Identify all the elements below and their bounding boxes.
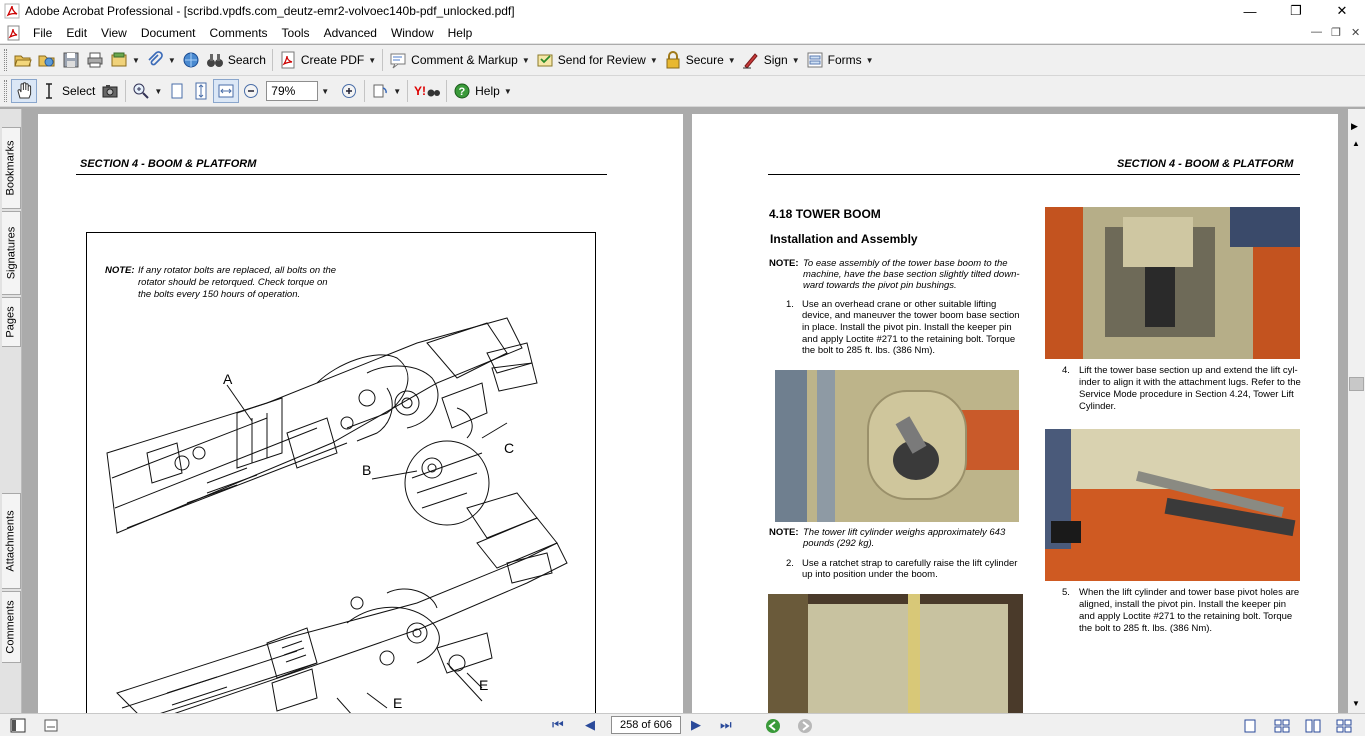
note2-label: NOTE: <box>769 527 799 538</box>
tab-bookmarks-label: Bookmarks <box>5 140 17 196</box>
secure-label: Secure <box>685 53 724 67</box>
fit-width-icon <box>217 82 235 100</box>
chevron-down-icon: ▼ <box>154 86 163 96</box>
plus-circle-icon <box>340 82 358 100</box>
fit-page-icon <box>192 82 210 100</box>
left-note-line-1: If any rotator bolts are replaced, all bolts on the <box>138 265 337 276</box>
menu-document[interactable]: Document <box>140 25 196 40</box>
comment-markup-icon <box>389 51 407 69</box>
step5-line-1: When the lift cylinder and tower base pivot holes are <box>1079 587 1300 598</box>
tab-signatures[interactable] <box>2 211 21 295</box>
file-toolbar <box>0 45 1365 76</box>
step5-number: 5. <box>1062 587 1070 598</box>
sign-label: Sign <box>763 53 788 67</box>
next-page-icon[interactable]: ▶ <box>691 717 701 732</box>
step1-line-3: in place. Install the pivot pin. Install the keeper pin <box>802 322 1012 333</box>
step4-number: 4. <box>1062 365 1070 376</box>
svg-text:?: ? <box>458 86 466 98</box>
note1-label: NOTE: <box>769 258 799 269</box>
callout-b: B <box>362 462 372 478</box>
fit-width-button[interactable] <box>213 79 239 103</box>
lock-icon <box>664 51 682 69</box>
menu-view[interactable]: View <box>101 25 127 40</box>
tab-attachments[interactable] <box>2 493 21 589</box>
pdf-page-left <box>38 114 683 713</box>
section-heading: 4.18 TOWER BOOM <box>769 207 881 221</box>
chevron-down-icon: ▼ <box>521 55 530 65</box>
left-note-line-3: the bolts every 150 hours of operation. <box>138 289 301 300</box>
send-review-icon <box>536 51 554 69</box>
tab-signatures-label: Signatures <box>5 226 17 280</box>
pdf-page-right <box>692 114 1338 713</box>
pivot-pin-photo <box>775 370 1019 522</box>
zoom-dropdown-chevron-icon[interactable]: ▼ <box>321 86 330 96</box>
svg-text:Y!: Y! <box>414 84 427 98</box>
menu-comments[interactable]: Comments <box>209 25 268 40</box>
tab-pages[interactable] <box>2 297 21 347</box>
zoom-field[interactable] <box>266 81 318 101</box>
nav-pane-toggle-icon[interactable] <box>10 718 26 733</box>
chevron-down-icon: ▼ <box>167 55 176 65</box>
select-label: Select <box>62 84 96 98</box>
window-title: Adobe Acrobat Professional - [scribd.vpdfs.com_deutz-emr2-volvoec140b-pdf_unlocked.pdf] <box>25 4 515 18</box>
rotate-page-icon <box>371 82 389 100</box>
menu-edit[interactable]: Edit <box>66 25 88 40</box>
open-button[interactable] <box>11 48 35 72</box>
organizer-icon <box>110 51 128 69</box>
pen-sign-icon <box>742 51 760 69</box>
navigation-toolbar <box>0 76 1365 107</box>
send-review-label: Send for Review <box>557 53 646 67</box>
chevron-down-icon: ▼ <box>791 55 800 65</box>
minimize-button[interactable]: — <box>1243 3 1257 19</box>
printer-icon <box>86 51 104 69</box>
last-page-icon[interactable]: ⏭ <box>720 717 732 732</box>
callout-c: C <box>504 440 515 456</box>
step1-line-2: device, and maneuver the tower boom base section <box>802 310 1020 321</box>
tab-attachments-label: Attachments <box>5 510 18 572</box>
previous-view-icon[interactable] <box>765 718 781 734</box>
toolbar-separator <box>272 49 273 71</box>
note1-line-3: ward towards the pivot pin bushings. <box>803 280 957 291</box>
yahoo-binoculars-icon <box>414 82 440 100</box>
note1-line-1: To ease assembly of the tower base boom to the <box>803 258 1008 269</box>
step4-line-4: Cylinder. <box>1079 401 1116 412</box>
forms-icon <box>806 51 824 69</box>
search-button[interactable] <box>203 48 269 72</box>
comment-markup-button[interactable] <box>386 48 533 72</box>
tab-pages-label: Pages <box>5 306 18 338</box>
single-page-icon[interactable] <box>1243 719 1257 733</box>
split-arrow-icon[interactable]: ▶ <box>1351 121 1358 131</box>
print-button[interactable] <box>83 48 107 72</box>
step4-line-1: Lift the tower base section up and extend the lift cyl- <box>1079 365 1298 376</box>
save-disk-icon <box>62 51 80 69</box>
menu-file[interactable]: File <box>33 25 53 40</box>
select-tool-button[interactable] <box>37 79 98 103</box>
actual-size-button[interactable] <box>165 79 189 103</box>
create-pdf-label: Create PDF <box>300 53 365 67</box>
page-number-field[interactable] <box>611 716 681 734</box>
search-label: Search <box>227 53 266 67</box>
forms-label: Forms <box>827 53 862 67</box>
text-cursor-icon <box>40 82 58 100</box>
right-header-rule <box>768 174 1300 175</box>
section-subheading: Installation and Assembly <box>770 232 918 246</box>
doc-restore-button[interactable]: ❐ <box>1331 27 1341 39</box>
help-button[interactable] <box>450 79 515 103</box>
toolbar-separator <box>125 80 126 102</box>
page-size-icon[interactable] <box>44 719 58 732</box>
tab-comments-label: Comments <box>5 600 17 654</box>
magnifier-zoom-icon <box>132 82 150 100</box>
previous-page-icon[interactable]: ◀ <box>585 717 595 732</box>
title-bar <box>0 0 1365 22</box>
tower-base-photo <box>1045 207 1300 359</box>
menu-help[interactable]: Help <box>447 25 473 40</box>
first-page-icon[interactable]: ⏮ <box>552 717 564 732</box>
callout-a: A <box>223 371 233 387</box>
callout-e-lower: E <box>393 695 403 711</box>
chevron-down-icon: ▼ <box>727 55 736 65</box>
note1-line-2: machine, have the base section slightly tilted down- <box>803 269 1020 280</box>
create-pdf-button[interactable] <box>276 48 379 72</box>
scroll-thumb[interactable] <box>1349 377 1364 391</box>
globe-mail-icon <box>182 51 200 69</box>
organizer-button[interactable] <box>107 48 143 72</box>
continuous-page-icon[interactable] <box>1274 719 1290 733</box>
menu-tools[interactable]: Tools <box>281 25 310 40</box>
step2-line-2: up into position under the boom. <box>802 569 938 580</box>
rotate-view-button[interactable] <box>368 79 404 103</box>
step1-line-4: and apply Loctite #271 to the retaining bolt. Torque <box>802 334 1016 345</box>
tab-bookmarks[interactable] <box>2 127 21 209</box>
chevron-down-icon: ▼ <box>132 55 140 65</box>
doc-close-button[interactable]: ✕ <box>1351 27 1361 39</box>
chevron-down-icon: ▼ <box>865 55 874 65</box>
step5-line-2: aligned, install the pivot pin. Install the keeper pin <box>1079 599 1287 610</box>
illustration-frame <box>86 232 596 713</box>
lift-cylinder-photo <box>1045 429 1300 581</box>
paperclip-icon <box>146 51 164 69</box>
step2-number: 2. <box>786 558 794 569</box>
zoom-in-tool-button[interactable] <box>129 79 165 103</box>
step4-line-3: Service Mode procedure in Section 4.24, Tower Lift <box>1079 389 1294 400</box>
left-note-label: NOTE: <box>105 265 135 276</box>
step2-line-1: Use a ratchet strap to carefully raise the lift cylinder <box>802 558 1018 569</box>
navigation-pane <box>0 109 22 713</box>
chevron-down-icon: ▼ <box>393 86 402 96</box>
ratchet-strap-photo <box>768 594 1023 713</box>
binoculars-icon <box>206 51 224 69</box>
menu-window[interactable]: Window <box>390 25 434 40</box>
continuous-facing-icon[interactable] <box>1336 719 1352 733</box>
secure-button[interactable] <box>661 48 739 72</box>
web-folder-icon <box>38 51 56 69</box>
minus-circle-icon <box>242 82 260 100</box>
callout-e-right: E <box>479 677 489 693</box>
status-bar <box>0 713 1365 736</box>
step1-line-1: Use an overhead crane or other suitable lifting <box>802 299 997 310</box>
toolbar-separator <box>446 80 447 102</box>
create-pdf-icon <box>279 51 297 69</box>
email-button[interactable] <box>179 48 203 72</box>
step5-line-4: the bolt to 285 ft. lbs. (386 Nm). <box>1079 623 1213 634</box>
forms-button[interactable] <box>803 48 877 72</box>
send-review-button[interactable] <box>533 48 661 72</box>
zoom-out-button[interactable] <box>239 79 263 103</box>
zoom-in-button[interactable] <box>337 79 361 103</box>
yahoo-search-button[interactable] <box>411 79 443 103</box>
toolbar-grip[interactable] <box>4 49 7 71</box>
rotator-assembly-drawing <box>87 303 597 713</box>
left-header-rule <box>76 174 607 175</box>
hand-icon <box>15 82 33 100</box>
scroll-up-icon[interactable]: ▲ <box>1352 139 1360 148</box>
attach-button[interactable] <box>143 48 179 72</box>
facing-pages-icon[interactable] <box>1305 719 1321 733</box>
open-folder-icon <box>14 51 32 69</box>
acrobat-app-icon <box>4 3 20 19</box>
doc-minimize-button[interactable]: — <box>1311 26 1322 38</box>
left-page-header: SECTION 4 - BOOM & PLATFORM <box>80 158 257 170</box>
page-indicator: 258 of 606 <box>620 719 672 731</box>
toolbar-separator <box>382 49 383 71</box>
chevron-down-icon: ▼ <box>649 55 658 65</box>
step1-number: 1. <box>786 299 794 310</box>
document-view[interactable] <box>22 109 1348 713</box>
chevron-down-icon: ▼ <box>503 86 512 96</box>
step4-line-2: inder to align it with the attachment lugs. Refer to the <box>1079 377 1301 388</box>
toolbar-separator <box>407 80 408 102</box>
pdf-document-icon[interactable] <box>6 25 22 41</box>
restore-button[interactable]: ❐ <box>1290 3 1302 18</box>
toolbar-separator <box>364 80 365 102</box>
right-page-header: SECTION 4 - BOOM & PLATFORM <box>1117 158 1294 170</box>
left-note-line-2: rotator should be retorqued. Check torque on <box>138 277 328 288</box>
page-actual-size-icon <box>168 82 186 100</box>
save-button[interactable] <box>59 48 83 72</box>
note2-line-1: The tower lift cylinder weighs approximately 643 <box>803 527 1006 538</box>
step5-line-3: and apply Loctite #271 to the retaining bolt. Torque <box>1079 611 1293 622</box>
comment-markup-label: Comment & Markup <box>411 53 518 67</box>
chevron-down-icon: ▼ <box>368 55 377 65</box>
note2-line-2: pounds (292 kg). <box>803 538 875 549</box>
menu-advanced[interactable]: Advanced <box>323 25 377 40</box>
help-circle-icon <box>453 82 471 100</box>
snapshot-button[interactable] <box>98 79 122 103</box>
next-view-icon[interactable] <box>797 718 813 734</box>
sign-button[interactable] <box>739 48 803 72</box>
menu-bar <box>0 22 1365 44</box>
toolbar-grip[interactable] <box>4 80 7 102</box>
scroll-down-icon[interactable]: ▼ <box>1352 699 1360 708</box>
tab-comments[interactable] <box>2 591 21 663</box>
help-label: Help <box>475 84 500 98</box>
close-window-button[interactable]: ✕ <box>1336 3 1348 18</box>
zoom-value: 79% <box>271 84 296 98</box>
camera-icon <box>101 82 119 100</box>
hand-tool-button[interactable] <box>11 79 37 103</box>
fit-page-button[interactable] <box>189 79 213 103</box>
web-open-button[interactable] <box>35 48 59 72</box>
step1-line-5: the bolt to 285 ft. lbs. (386 Nm). <box>802 345 936 356</box>
vertical-scrollbar[interactable] <box>1348 109 1365 713</box>
